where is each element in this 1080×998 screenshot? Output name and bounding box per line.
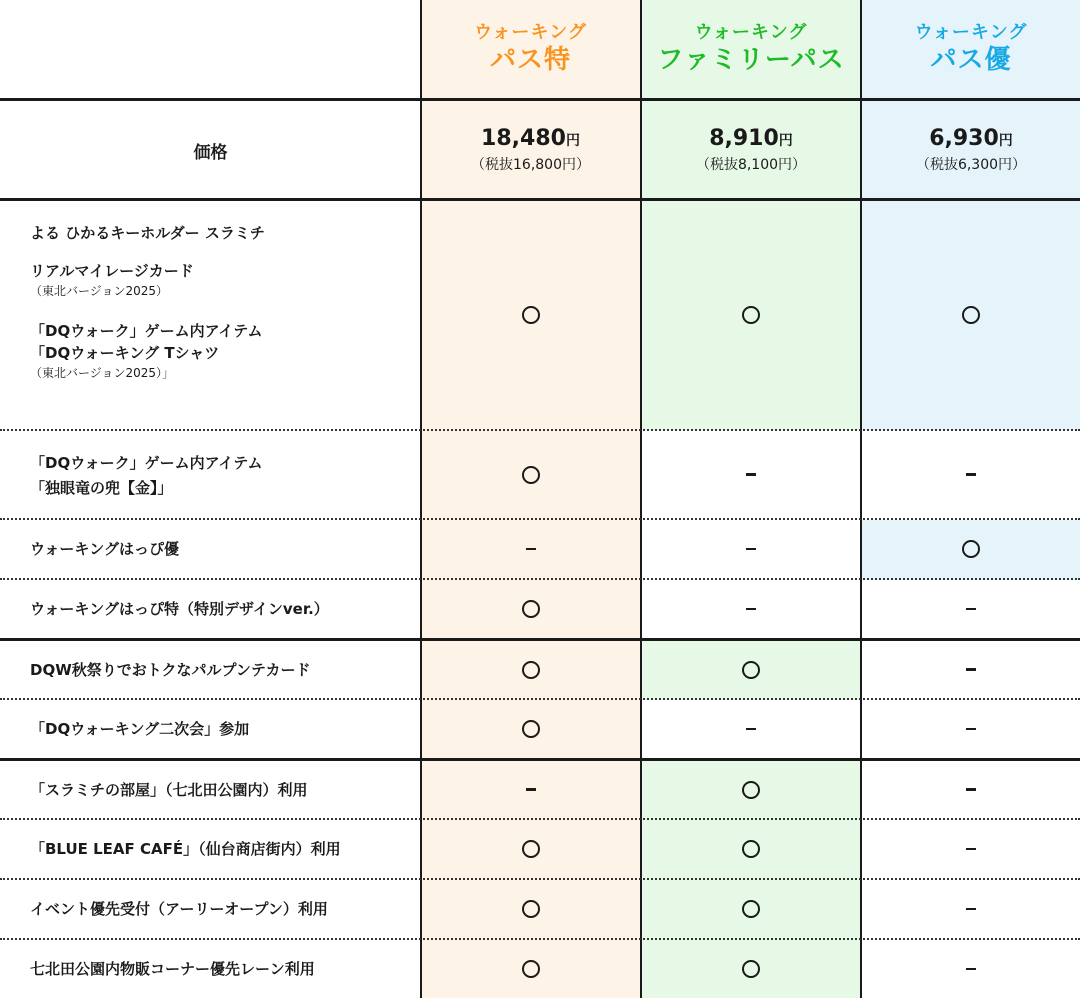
- row-divider-dotted: [0, 578, 1080, 580]
- item-tshirt-sub: （東北バージョン2025）」: [30, 366, 175, 380]
- column-divider: [640, 0, 642, 998]
- circle-icon: [522, 466, 540, 484]
- circle-icon: [522, 661, 540, 679]
- row-label-line: 「DQウォーク」ゲーム内アイテム: [30, 453, 263, 472]
- available-mark: [421, 200, 640, 429]
- circle-icon: [742, 661, 760, 679]
- unavailable-mark: [862, 580, 1080, 638]
- unavailable-mark: [862, 761, 1080, 818]
- available-mark: [642, 761, 860, 818]
- circle-icon: [962, 540, 980, 558]
- price-yen: 円: [998, 133, 1013, 149]
- common-items-label: [30, 222, 415, 382]
- price-walking-pass-toku: [421, 102, 640, 198]
- price-amount: 6,930: [929, 126, 999, 151]
- available-mark: [421, 580, 640, 638]
- header-top-text: ウォーキング: [694, 22, 808, 43]
- dash-icon: [966, 473, 976, 476]
- row-divider-dotted: [0, 878, 1080, 880]
- circle-icon: [522, 900, 540, 918]
- dash-icon: [526, 548, 536, 551]
- available-mark: [642, 880, 860, 938]
- price-yen: 円: [778, 133, 793, 149]
- circle-icon: [742, 960, 760, 978]
- row-divider-thick: [0, 98, 1080, 101]
- unavailable-mark: [642, 700, 860, 758]
- row-divider-thick: [0, 758, 1080, 761]
- unavailable-mark: [421, 520, 640, 578]
- available-mark: [862, 200, 1080, 429]
- header-walking-pass-yu: [862, 0, 1080, 98]
- dash-icon: [746, 728, 756, 731]
- dash-icon: [966, 728, 976, 731]
- header-bottom-text: パス特: [489, 45, 571, 75]
- dash-icon: [746, 548, 756, 551]
- price-walking-pass-yu: [862, 102, 1080, 198]
- price-tax-excluded: （税抜16,800円）: [471, 157, 590, 173]
- row-label: 「BLUE LEAF CAFÉ」（仙台商店街内）利用: [30, 840, 341, 858]
- row-divider-thick: [0, 198, 1080, 201]
- column-divider: [420, 0, 422, 998]
- price-amount: 18,480: [481, 126, 566, 151]
- available-mark: [421, 641, 640, 698]
- dash-icon: [966, 788, 976, 791]
- row-label: [30, 432, 415, 518]
- header-top-text: ウォーキング: [474, 22, 587, 43]
- available-mark: [642, 200, 860, 429]
- unavailable-mark: [862, 641, 1080, 698]
- circle-icon: [522, 960, 540, 978]
- unavailable-mark: [642, 431, 860, 518]
- header-walking-pass-toku: [421, 0, 640, 98]
- header-bottom-text: ファミリーパス: [657, 45, 845, 75]
- available-mark: [421, 431, 640, 518]
- circle-icon: [522, 720, 540, 738]
- row-label: ウォーキングはっぴ優: [30, 540, 179, 558]
- dash-icon: [526, 788, 536, 791]
- row-label: イベント優先受付（アーリーオープン）利用: [30, 900, 328, 918]
- row-label: 「DQウォーキング二次会」参加: [30, 720, 250, 738]
- unavailable-mark: [642, 580, 860, 638]
- unavailable-mark: [862, 700, 1080, 758]
- row-divider-dotted: [0, 518, 1080, 520]
- circle-icon: [522, 306, 540, 324]
- dash-icon: [966, 848, 976, 851]
- dash-icon: [966, 908, 976, 911]
- available-mark: [862, 520, 1080, 578]
- row-label: 「スラミチの部屋」（七北田公園内）利用: [30, 781, 308, 799]
- available-mark: [421, 940, 640, 998]
- circle-icon: [742, 781, 760, 799]
- unavailable-mark: [862, 431, 1080, 518]
- circle-icon: [962, 306, 980, 324]
- row-divider-dotted: [0, 429, 1080, 431]
- item-game-item: 「DQウォーク」ゲーム内アイテム: [30, 322, 263, 340]
- available-mark: [642, 820, 860, 878]
- price-amount: 8,910: [709, 126, 779, 151]
- circle-icon: [742, 306, 760, 324]
- row-divider-dotted: [0, 818, 1080, 820]
- row-label: DQW秋祭りでおトクなパルプンテカード: [30, 661, 311, 679]
- header-family-pass: [642, 0, 860, 98]
- item-tshirt: 「DQウォーキング Tシャツ: [30, 344, 220, 362]
- column-divider: [860, 0, 862, 998]
- circle-icon: [742, 840, 760, 858]
- unavailable-mark: [862, 880, 1080, 938]
- dash-icon: [746, 608, 756, 611]
- dash-icon: [966, 968, 976, 971]
- price-family-pass: [642, 102, 860, 198]
- item-mileage-card-sub: （東北バージョン2025）: [30, 284, 169, 298]
- available-mark: [421, 880, 640, 938]
- item-mileage-card: リアルマイレージカード: [30, 262, 194, 280]
- header-bottom-text: パス優: [930, 45, 1012, 75]
- item-keyholder: よる ひかるキーホルダー スラミチ: [30, 224, 265, 242]
- circle-icon: [742, 900, 760, 918]
- dash-icon: [966, 608, 976, 611]
- circle-icon: [522, 600, 540, 618]
- dash-icon: [966, 668, 976, 671]
- price-tax-excluded: （税抜8,100円）: [695, 157, 807, 173]
- price-tax-excluded: （税抜6,300円）: [915, 157, 1027, 173]
- header-top-text: ウォーキング: [914, 22, 1028, 43]
- circle-icon: [522, 840, 540, 858]
- row-label: 七北田公園内物販コーナー優先レーン利用: [30, 960, 315, 978]
- unavailable-mark: [421, 761, 640, 818]
- row-divider-dotted: [0, 938, 1080, 940]
- unavailable-mark: [862, 820, 1080, 878]
- dash-icon: [746, 473, 756, 476]
- available-mark: [421, 700, 640, 758]
- row-label-line: 「独眼竜の兜【金】」: [30, 478, 173, 497]
- row-divider-dotted: [0, 698, 1080, 700]
- row-label: ウォーキングはっぴ特（特別デザインver.）: [30, 600, 329, 618]
- available-mark: [642, 940, 860, 998]
- row-divider-thick: [0, 638, 1080, 641]
- available-mark: [421, 820, 640, 878]
- unavailable-mark: [642, 520, 860, 578]
- unavailable-mark: [862, 940, 1080, 998]
- available-mark: [642, 641, 860, 698]
- price-label: 価格: [193, 142, 228, 163]
- price-yen: 円: [565, 133, 580, 149]
